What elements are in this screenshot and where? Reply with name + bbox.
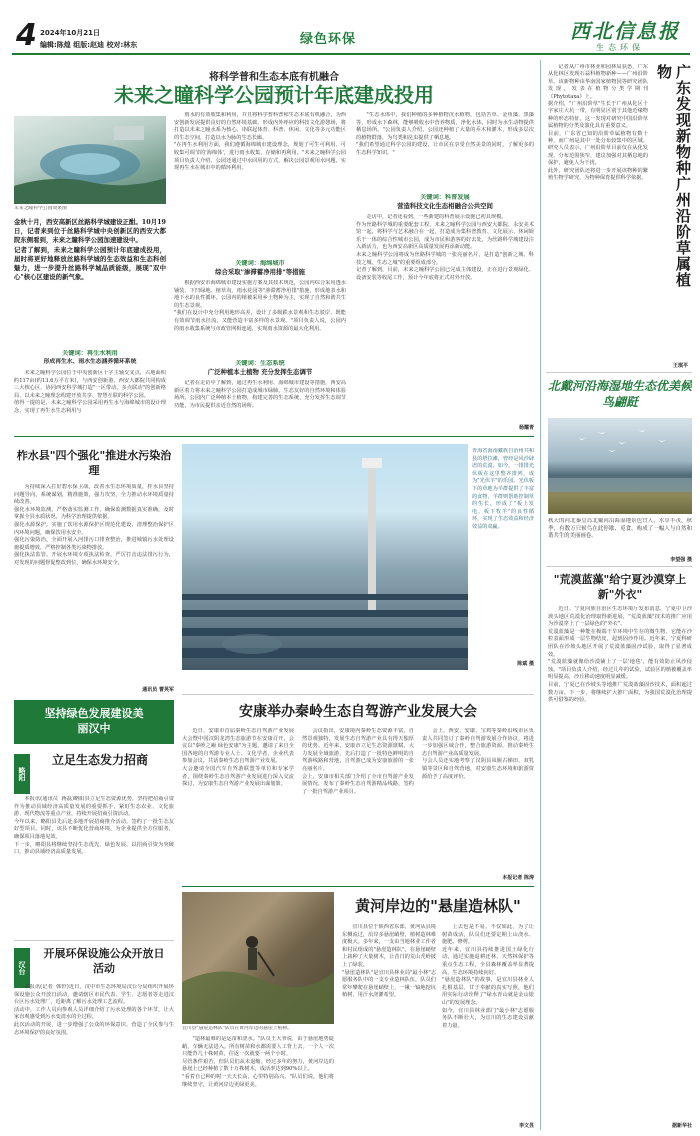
lead-body-2: 雨水的有效收集和利用，并且将科学普科普和生态本底有机融合，为西安创新发展提供良好的自然环境基础。形成内外呼应的科技文化游憩场，将打造以未来之瞳水系为核心、串联起体育、科普、休闲、文化等多元功能区的生态空间，打造以水为脉的生态长廊。 "在再生水利用方面，我们遵循海绵城市建设理念，规划了可生可利用、可收集可调节的'海绵体'，进行雨水收集、存储和再利用。"未来之瞳科学公园项目负责人介绍，公园还通过中水回用的方式，解决公园景观用水问题，实现再生水在城市中的循环利用。 bbox=[174, 112, 346, 172]
masthead-title: 西北信息报 bbox=[570, 20, 680, 43]
lead-body-6: 走访中，记者还看到，一些新建的科普展示设施已初具规模。 作为丝路科学城的重要配套工程，未来之瞳科学公园与西安大都院、永安美术馆一起，将科学与艺术融合在一起，打造成为集科普教育、文化展示、休闲娱乐于一体的综合性城市公园，成为市民和游客的好去处，为丝路科学城建设注入新活力，也为西安高新区高质量发展再添新动能。 未来之瞳科学公园将成为丝路科学城的一张亮丽名片，是打造"创新之城、科技之城、生态之城"的重要组成部分。 记者了解到，目前，未来之瞳科学公园已完成主体建设，正在进行景观绿化、设备安装等收尾工作，预计今年底将正式对外开放。 bbox=[356, 214, 534, 281]
wetland-byline: 李望强 摄 bbox=[670, 557, 692, 563]
hantai-location-tag: 汉台 bbox=[14, 948, 30, 988]
lead-byline: 杨耀青 bbox=[518, 425, 534, 431]
wetland-birds-image bbox=[548, 418, 692, 514]
lead-subhead-1: 关键词：再生水利用 bbox=[62, 350, 118, 357]
lead-subhead-3: 关键词：生态系统 bbox=[235, 360, 285, 367]
solar-caption: 青海省海南藏族自治州共和县的塔拉滩，曾经是风沙肆虐的荒漠。如今，一排排光伏板在这里整齐排列，成为"光伏羊"的乐园。光伏板下的草地为羊群提供了丰富的食物，羊群则帮助控制草的生长，形成了"板上发电、板下牧羊"的良性循环，实现了生态效益和经济效益的双赢。 bbox=[472, 448, 534, 530]
zhashui-body: 为持续深入打好碧水保卫战，改善水生态环境质量，柞水县坚持问题导向，系统谋划，精准施策，强力攻坚，全力推动水环境质量持续改善。 强化水环境监测。严格落实监测工作，确保监测数据真实准确，及时掌握全县水质状况，为科学治理提供依据。 强化水源保护。实施了饮用水源保护区规范化建设，清理整治保护区内环境问题，确保饮用水安全。 强化污染防治。全面开展入河排污口排查整治，推进城镇污水处理设施提质增效，严格控制各类污染物排放。 强化执法监管。开展水环境专项执法检查，严厉打击违法排污行为，对发现的问题督促整改到位，确保水环境安全。 bbox=[14, 484, 174, 566]
right-column-divider bbox=[540, 60, 541, 1130]
zhashui-byline: 通讯员 曹英军 bbox=[142, 687, 174, 693]
lead-photo bbox=[14, 116, 166, 204]
lead-body-4: 记者在走访中了解到，通过再生水利用、海绵城市建设等措施，西安高新区着力将未来之瞳科学公园打造成城市绿肺，生态友好的自然环境和体验场所。公园内广泛种植本土植物，构建完善的生态系统，充分发挥生态调节功能，为市民提供亲近自然的场所。 bbox=[174, 380, 346, 409]
middle-rule bbox=[182, 694, 534, 695]
issue-date: 2024年10月21日 bbox=[40, 29, 100, 37]
header-rule bbox=[12, 53, 690, 55]
section-label: 绿色环保 bbox=[300, 32, 357, 47]
lead-kicker: 将科学普和生态本底有机融合 bbox=[209, 72, 339, 83]
wetland-photo bbox=[548, 418, 692, 514]
desert-body: 近日，宁夏回族自治区生态环境厅发布消息，宁夏中卫沙坡头地区荒漠化治理取得新进展，"荒漠蓝藻"技术的推广应用为沙漠穿上了一层绿色的"外衣"。 荒漠蓝藻是一种能在极端干旱环境中生存的微生物，它能在沙粒表面形成一层生物结皮，起到固沙作用。近年来，宁夏科研团队在沙坡头地区开展了荒漠蓝藻固沙试验，取得了显著成效。 "荒漠蓝藻就像给沙漠铺上了一层'地毯'，能有效防止风沙侵蚀。"项目负责人介绍，经过几年的试验，试验区的植被覆盖率明显提高，沙丘移动速度明显减缓。 目前，宁夏已在沙坡头等地推广荒漠蓝藻固沙技术，面积超过数万亩。下一步，将继续扩大推广面积，为我国荒漠化治理提供可借鉴的经验。 bbox=[548, 606, 692, 704]
ankang-body-2: 会议指出，安康境内秦岭生态资源丰富，自然景观独特，发展生态自驾游产业具有得天独厚的优势。近年来，安康市立足生态资源禀赋，大力发展全域旅游，先后打造了一批特色鲜明的自驾游线路和营地，自驾游已成为安康旅游的一张亮丽名片。 会上，安康市相关部门介绍了全市自驾游产业发展情况，发布了秦岭生态自驾游精品线路，签约了一批自驾游产业项目。 bbox=[302, 728, 414, 795]
ankang-byline: 本报记者 陈涛 bbox=[502, 875, 534, 881]
desert-title: "荒漠蓝藻"给宁夏沙漠穿上新"外衣" bbox=[553, 573, 687, 601]
solar-photo bbox=[182, 444, 468, 670]
ankang-title: 安康举办秦岭生态自驾游产业发展大会 bbox=[239, 704, 477, 720]
editors-line: 编辑:陈煌 组版:赵迪 校对:林东 bbox=[40, 41, 138, 49]
lead-subhead-1b: 形成再生水、雨水生态涵养循环系统 bbox=[43, 359, 137, 365]
wetland-title: 北戴河沿海湿地生态优美候鸟翩跹 bbox=[548, 379, 692, 409]
hanzhong-banner bbox=[14, 700, 174, 744]
lead-subhead-3b: 广泛种植本土植物 充分发挥生态调节 bbox=[207, 368, 313, 376]
species-title: 广东发现新物种广州沿阶草属植物 bbox=[655, 64, 692, 288]
hantai-body: 本报讯(记者 韩轩)近日，汉中市生态环境局汉台分局组织开展环保设施公众开放日活动，邀请辖区市民代表、学生、志愿者等走进汉台区污水处理厂，近距离了解污水处理工艺流程。 活动中，工作人员向参观人员详细介绍了污水处理的各个环节，让大家直观感受到污水变清水的全过程。 此次活动的开展，进一步增强了公众的环保意识，营造了全民参与生态环境保护的良好氛围。 bbox=[14, 984, 174, 1036]
cliff-body-1: 宜川县位于陕西省东部，黄河从县境东侧流过，沿岸多悬崖峭壁，植树造林难度极大。多年来，一支由当地林业工作者和村民组成的"悬崖造林队"，在悬崖峭壁上栽种了大量树木，让昔日的荒山秃岭披上了绿装。 "悬崖造林队"是宜川县林业局"最小林"志愿服务队中的一支专业造林队伍，队员们常年攀爬在悬崖峭壁上，一锹一镐地挖坑植树，用汗水浇灌希望。 bbox=[342, 924, 436, 999]
lead-body-1: 未来之瞳科学公园位于中央创新区十字主轴交叉点，占地面积约117亩(约13.6万平方米)，与西安创新港、西安大都院共同构成三大核心区，协同西安科学城打造"一区带动、多点联动"的创新格局，以未来之瞳理念构建开放共享、智慧互联的科学公园。 值得一提的是，未来之瞳科学公园采用再生水与海绵城市的设计理念，实现了再生水生态利用与 bbox=[14, 370, 166, 414]
cliff-photo bbox=[182, 892, 334, 1024]
lead-subhead-2: 关键词：海绵城市 bbox=[235, 260, 285, 267]
lead-subhead-4b: 营造科技文化生态相融合公共空间 bbox=[397, 202, 493, 210]
species-bottom-rule bbox=[546, 372, 692, 373]
lead-title: 未来之瞳科学公园预计年底建成投用 bbox=[114, 83, 434, 107]
wetland-caption: 秋天的河北秦皇岛北戴河沿海湿地景色宜人，水草丰茂。秋季，有数万只候鸟在此停歇、觅食，构成了一幅人与自然和谐共生的美丽画卷。 bbox=[548, 518, 692, 540]
lead-subhead-2b: 综合采取"渗滞蓄净用排"等措施 bbox=[215, 268, 305, 276]
solar-byline: 陈斌 摄 bbox=[517, 661, 534, 667]
cliff-body-3: 上去也是不易。不仅如此，为了让树苗成活，队员们还要定期上山浇水、施肥、修剪。 近年来，宜川县持续推进国土绿化行动，通过实施退耕还林、天然林保护等重点生态工程，全县森林覆盖率显著提高，生态环境持续向好。 "悬崖造林队"的故事，是宜川县林业人扎根基层、甘于奉献的真实写照，他们用实际行动诠释了"绿水青山就是金山银山"的发展理念。 如今，宜川县林业部门"最小林"志愿服务队不断壮大，为宜川的生态建设贡献着力量。 bbox=[442, 924, 534, 1029]
lead-body-5: "生态水体中，我们种植的多种植物沉水植物，包括苦草、金鱼藻、黑藻等，形成水下森林，能够吸收水中营养物质，净化水体，同时为水生动物提供栖息场所。"公园负责人介绍，公园还种植了大量的乔木和灌木，形成多层次的植物群落，为鸟类和昆虫提供了栖息地。 "我们希望通过科学公园的建设，让市民在享受自然美景的同时，了解更多的生态科学知识。" bbox=[356, 112, 534, 156]
ankang-body-3: 会上，西安、安康、宝鸡等秦岭沿线市区负责人共同签订了秦岭自驾游发展合作协议，将进一步加强区域合作，整合旅游资源，推动秦岭生态自驾游产业高质量发展。 与会人员还实地考察了汉阴县凤堰古梯田、双乳镇等景区和自驾营地，对安康生态环境和旅游资源给予了高度评价。 bbox=[422, 728, 534, 780]
cliff-title: 黄河岸边的"悬崖造林队" bbox=[355, 897, 521, 915]
lead-subhead-4: 关键词：科普发展 bbox=[420, 194, 470, 201]
hantai-title: 开展环保设施公众开放日活动 bbox=[43, 947, 165, 975]
lead-photo-caption: 未来之瞳科学公园效果图 bbox=[14, 206, 67, 211]
cliff-body-2: "造林最难的是运苗和浇水。"队员王大爷说，由于悬崖地势陡峭，车辆无法进入，所有树苗和水都需要人工背上去。一个人一次只能背几十株树苗，往返一次就要一两个小时。 尽管条件艰苦，但队员们从未退缩。经过多年的努力，黄河岸边的悬崖上已经种植了数十万株树木，成活率达到90%以上。 "看着自己种的树一天天长高，心里特别高兴。"队员们说，他们将继续坚守，让黄河岸边更绿更美。 bbox=[182, 1036, 334, 1088]
species-byline: 王琪平 bbox=[672, 363, 688, 369]
cliff-photo-caption: 宜川县"悬崖造林队"队员在黄河岸边的悬崖上植树。 bbox=[182, 1026, 292, 1031]
solar-farm-image bbox=[182, 444, 468, 670]
sidebar-rule bbox=[14, 940, 174, 941]
lueyang-title: 立足生态发力招商 bbox=[51, 753, 148, 767]
masthead-subtitle: 生态环保 bbox=[596, 43, 644, 52]
cliff-byline: 李文昱 bbox=[518, 1123, 534, 1129]
masthead-logo bbox=[570, 20, 690, 56]
lead-body-3: 根据西安市海绵城市建设实施方案及其技术规范，公园内综合采用透水铺装、下凹绿地、植草沟、雨水花园等"渗滞蓄净用排"措施，形成地表水和地下水的良性循环。公园内的植被采用乡土物种为主，实现了自然和谐共生的生态景观。 "我们在设计中充分利用地形高差，设计了多级跌水景观和生态驳岸，既能有效调节雨水径流，又能营造丰富多样的水景观。"项目负责人说，公园内的雨水收集系统与市政管网相连通，实现雨水资源的最大化利用。 bbox=[174, 280, 346, 332]
lead-deck: 金秋十月，西安高新区丝路科学城建设正酣。10月19日，记者来到位于丝路科学城中央创新区的西安大都院东侧看到，未来之瞳科学公园加速建设中。 记者了解到，未来之瞳科学公园预计年底建成投用，届时将更好地释放丝路科学城的生态效益和生态科创魅力，进一步提升丝路科学城品质能级，展现"双中心"核心区建设的新气象。 bbox=[14, 218, 166, 282]
park-rendering-image bbox=[14, 116, 166, 204]
desert-byline: 据新华社 bbox=[671, 1123, 692, 1129]
feature-top-rule bbox=[182, 886, 534, 887]
lead-bottom-rule bbox=[14, 436, 534, 437]
hanzhong-banner-text: 坚持绿色发展建设美丽汉中 bbox=[44, 707, 144, 735]
cliff-planting-image bbox=[182, 892, 334, 1024]
wetland-bottom-rule bbox=[546, 566, 692, 567]
species-body: 记者从广州市林业和园林局获悉，广东从化林区发现石蒜科植物新种——广州沿阶草。该新物种由华南国家植物园等研究团队发现，发表在植物分类学期刊《Phytotaxa》上。 据介绍，"广州沿阶草"生长于广州从化区十字家庄大坑一带，有明显区别于其他近缘物种的形态特征。这一发现对研究中国沿阶草属植物的分类及演化具有重要意义。 目前，广东省已知的沿阶草属植物有数十种，而广州是其中一处分布较集中的区域。研究人员表示，广州沿阶草目前仅在从化发现，分布范围狭窄，建议加强对其栖息地的保护，避免人为干扰。 此外，研究团队还将进一步开展该物种的繁殖生物学研究，为物种保育提供科学依据。 bbox=[548, 64, 648, 182]
zhashui-title: 柞水县"四个强化"推进水污染治理 bbox=[16, 449, 172, 477]
lueyang-body: 本报讯(通讯员 蒋磊)略阳县立足生态资源优势，坚持把招商引资作为推动县域经济高质量发展的重要抓手，紧盯生态农业、文化旅游、现代物流等重点产业，持续开展招商引资活动。 今年以来，略阳县先后赴多地开展招商推介活动，签约了一批生态友好型项目。同时，该县不断优化营商环境，为企业提供全方位服务，确保项目落地见效。 下一步，略阳县将继续坚持生态优先、绿色发展，以招商引资为突破口，推动县域经济高质量发展。 bbox=[14, 796, 174, 856]
page-number: 4 bbox=[16, 20, 37, 52]
ankang-body-1: 近日，安康市首届秦岭生态自驾游产业发展大会暨中国汉阴龙湾生态旅游节在安康召开，会议以"秦岭之巅 绿色安康"为主题，邀请了来自全国各地的自驾游专业人士、文化学者、企业代表参加会议，共话秦岭生态自驾游产业发展。 大会邀请全国汽车自驾游联盟等单位和专家学者，围绕秦岭生态自驾游产业发展进行深入交流探讨，为安康生态自驾游产业发展出谋划策。 bbox=[182, 728, 294, 788]
lueyang-location-tag: 略阳 bbox=[14, 754, 30, 794]
page-header bbox=[0, 0, 700, 56]
